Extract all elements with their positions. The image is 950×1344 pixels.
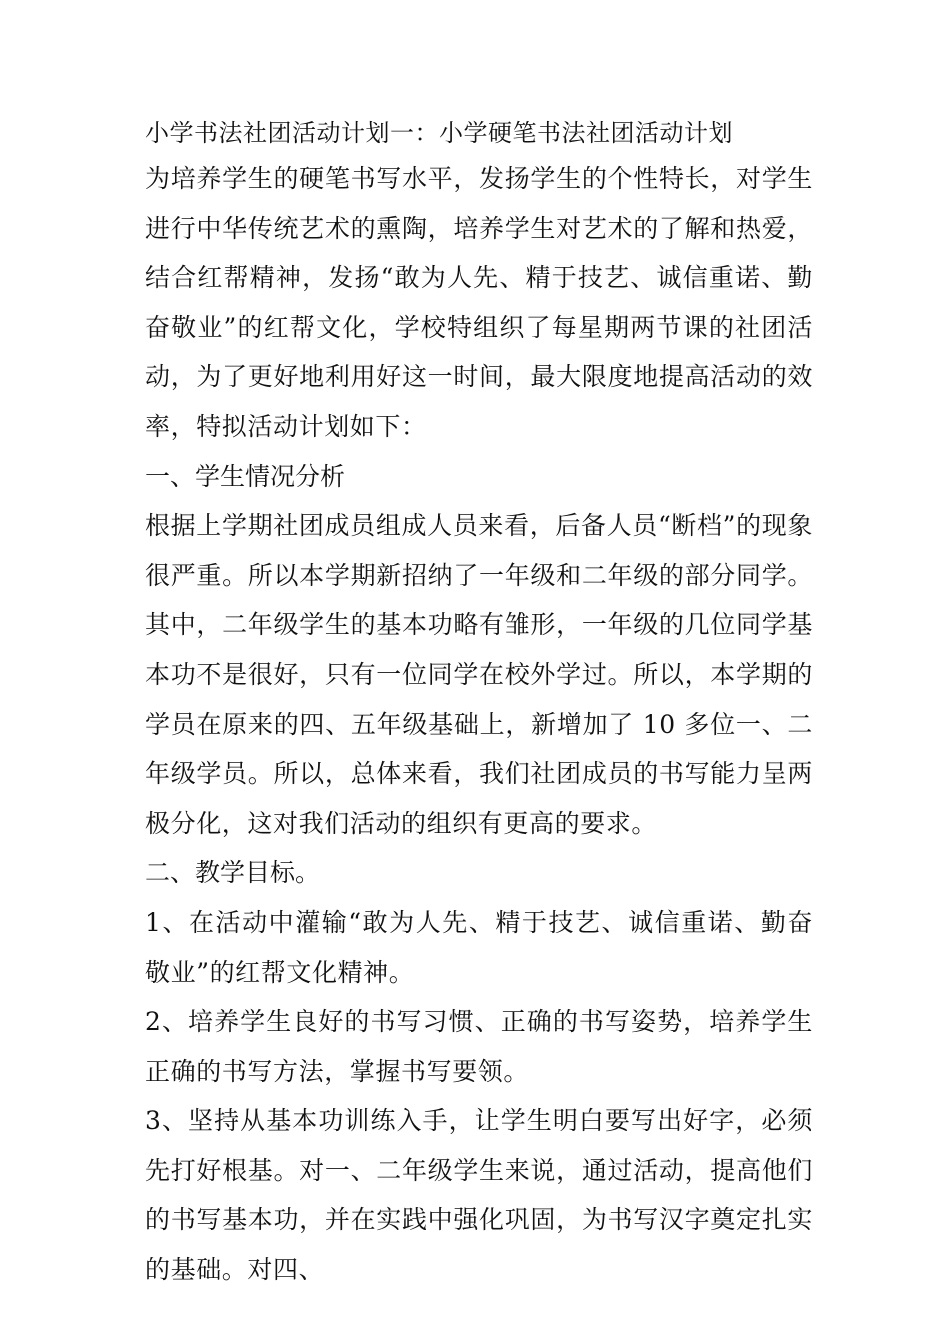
document-page (145, 112, 813, 1295)
section-heading-teaching-goals: 二、教学目标。 (145, 858, 321, 888)
goal-item-3: 3、坚持从基本功训练入手，让学生明白要写出好字，必须先打好根基。对一、二年级学生来说，通过活动，提高他们的书写基本功，并在实践中强化巩固，为书写汉字奠定扎实的基础。对四、 (145, 1106, 813, 1285)
intro-paragraph: 为培养学生的硬笔书写水平，发扬学生的个性特长，对学生进行中华传统艺术的熏陶，培养学生对艺术的了解和热爱，结合红帮精神，发扬“敢为人先、精于技艺、诚信重诺、勤奋敬业”的红帮文化，学校特组织了每星期两节课的社团活动，为了更好地利用好这一时间，最大限度地提高活动的效率，特拟活动计划如下： (145, 164, 813, 441)
goal-item-1: 1、在活动中灌输“敢为人先、精于技艺、诚信重诺、勤奋敬业”的红帮文化精神。 (145, 907, 813, 987)
document-title: 小学书法社团活动计划一：小学硬笔书法社团活动计划 (145, 119, 733, 147)
section-heading-student-analysis: 一、学生情况分析 (145, 461, 346, 491)
student-analysis-paragraph: 根据上学期社团成员组成人员来看，后备人员“断档”的现象很严重。所以本学期新招纳了一年级和二年级的部分同学。其中，二年级学生的基本功略有雏形，一年级的几位同学基本功不是很好，只有一位同学在校外学过。所以，本学期的学员在原来的四、五年级基础上，新增加了 10 多位一、二年级学员。所以，总体来看，我们社团成员的书写能力呈两极分化，这对我们活动的组织有更高的要求。 (145, 511, 813, 838)
goal-item-2: 2、培养学生良好的书写习惯、正确的书写姿势，培养学生正确的书写方法，掌握书写要领。 (145, 1007, 813, 1086)
